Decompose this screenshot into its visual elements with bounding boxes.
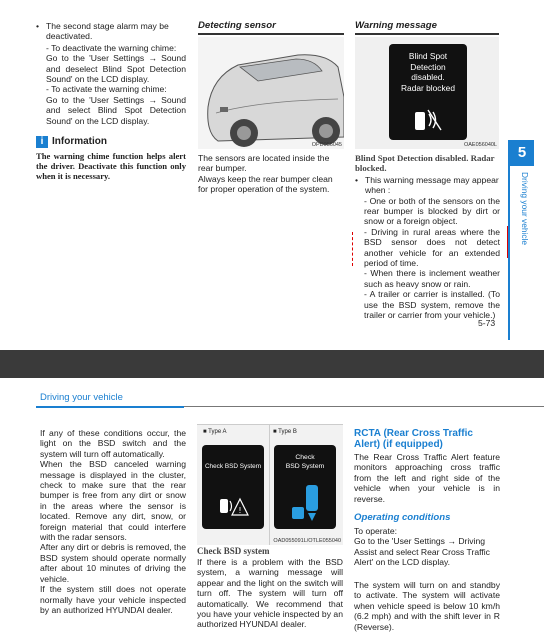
car-rear-image [198,37,344,149]
paragraph: If the system still does not operate normally have your vehicle inspected by an authorized HYUNDAI dealer. [40,584,186,615]
deactivate-body: Go to the 'User Settings → Sound and deselect Blind Spot Detection Sound' on the LCD display. [46,53,186,85]
screen-line: BSD System [285,463,325,470]
sensor-location-text: The sensors are located inside the rear bumper. [198,153,330,174]
paragraph: If any of these conditions occur, the light on the BSD switch and the system will turn off automatically. [40,428,186,459]
screen-line: Detection [410,61,446,72]
paragraph: After any dirt or debris is removed, the BSD system should operate normally after about 10 minutes of driving the vehicle. [40,542,186,584]
condition-item: - A trailer or carrier is installed. (To use the BSD system, remove the trailer or carrier from your vehicle.) [364,289,500,321]
type-divider [269,425,270,545]
activate-body: Go to the 'User Settings → Sound and select Blind Spot Detection Sound' on the LCD display. [46,94,186,126]
check-bsd-images [197,424,343,545]
rcta-activation-text: The system will turn on and standby to activate. The system will activate when vehicle speed is below 10 km/h (6.2 mph) and with the shift lever in R (Reverse). [354,580,500,632]
top-column-1 [36,21,186,181]
type-b-label: ■ Type B [273,429,297,435]
cluster-screen [389,44,467,140]
screen-line: disabled. [411,72,445,82]
bullet-dot: • [355,174,359,185]
operate-instructions [354,526,500,568]
radar-blocked-icon [411,106,447,134]
info-body: The warning chime function helps alert the driver. Deactivate this function only when it is necessary. [36,151,186,182]
manual-page-bottom [0,378,544,640]
image-code: OAD055091L/OTLE055040 [273,538,341,544]
operate-body: Go to the 'User Settings → Driving Assist and select Rear Cross Traffic Alert' on the LCD display. [354,536,490,568]
heading-rule [355,33,499,35]
top-column-3 [355,153,500,321]
condition-item: - Driving in rural areas where the BSD sensor does not detect another vehicle for an extended period of time. [364,226,500,269]
type-b-screen [274,445,336,529]
bsd-warning-icon [218,493,250,519]
bsd-problem-text: If there is a problem with the BSD system, a warning message will appear and the light on the switch will turn off. The system will turn off automatically. We recommend that you have your vehicle inspected by an authorized HYUNDAI dealer. [197,557,343,630]
screen-line: Blind Spot [408,51,448,61]
page-header: Driving your vehicle [40,392,123,403]
chime-bullet [36,21,186,42]
activate-head: - To activate the warning chime: [46,84,167,95]
car-sensor-icon [288,481,324,525]
image-caption: Check BSD system [197,546,270,556]
info-title: Information [52,135,107,147]
image-code: OAE056040L [463,142,497,148]
chapter-number: 5 [510,140,534,166]
top-column-2 [198,153,344,195]
bullet-text: This warning message may appear when : [365,174,499,196]
svg-text:!: ! [238,506,242,515]
warning-bullet [355,175,500,196]
screen-text: Check BSD System [204,463,262,470]
bullet-dot: • [36,21,40,31]
header-rule [36,406,184,408]
image-caption: Blind Spot Detection disabled. Radar blocked. [355,153,495,174]
type-a-screen [202,445,264,529]
condition-item: - When there is inclement weather such as heavy snow or rain. [364,268,500,289]
heading-rule [198,33,344,35]
rcta-heading: RCTA (Rear Cross Traffic Alert) (if equipped) [354,428,473,450]
screen-text [274,453,336,471]
condition-item: - One or both of the sensors on the rear bumper is blocked by dirt or snow or a foreign object. [364,195,500,227]
information-heading [36,136,186,148]
operate-head: To operate: [354,526,397,536]
deactivate-head: - To deactivate the warning chime: [46,42,177,53]
warning-message-heading: Warning message [355,20,437,31]
screen-line: Radar blocked [400,82,455,93]
sensor-clean-text: Always keep the rear bumper clean for proper operation of the system. [198,173,333,195]
paragraph: When the BSD canceled warning message is displayed in the cluster, check to make sure that the rear bumper is free from any dirt or snow in the areas where the sensor is located. Remove any dirt, snow, or foreign material that could interfere with the radar sensors. [40,459,186,543]
car-rear-illustration [198,37,344,149]
header-thin-rule [184,406,544,407]
warning-display-image [355,37,499,149]
bottom-column-1 [40,428,186,615]
page-number: 5-73 [478,318,496,328]
operating-conditions-heading: Operating conditions [354,512,451,523]
detecting-sensor-heading: Detecting sensor [198,20,276,31]
image-code: OPD056045 [311,142,342,148]
info-icon: i [36,136,48,148]
screen-line: Check [295,454,315,461]
rcta-intro: The Rear Cross Traffic Alert feature monitors approaching cross traffic from the left and right side of the vehicle when your vehicle is in reverse. [354,452,500,504]
screen-text [389,51,467,93]
chapter-label: Driving your vehicle [520,172,530,246]
type-a-label: ■ Type A [203,429,227,435]
annotation-mark-left [352,232,354,266]
bullet-text: The second stage alarm may be deactivated. [46,21,169,42]
chapter-side-tab [508,140,544,340]
